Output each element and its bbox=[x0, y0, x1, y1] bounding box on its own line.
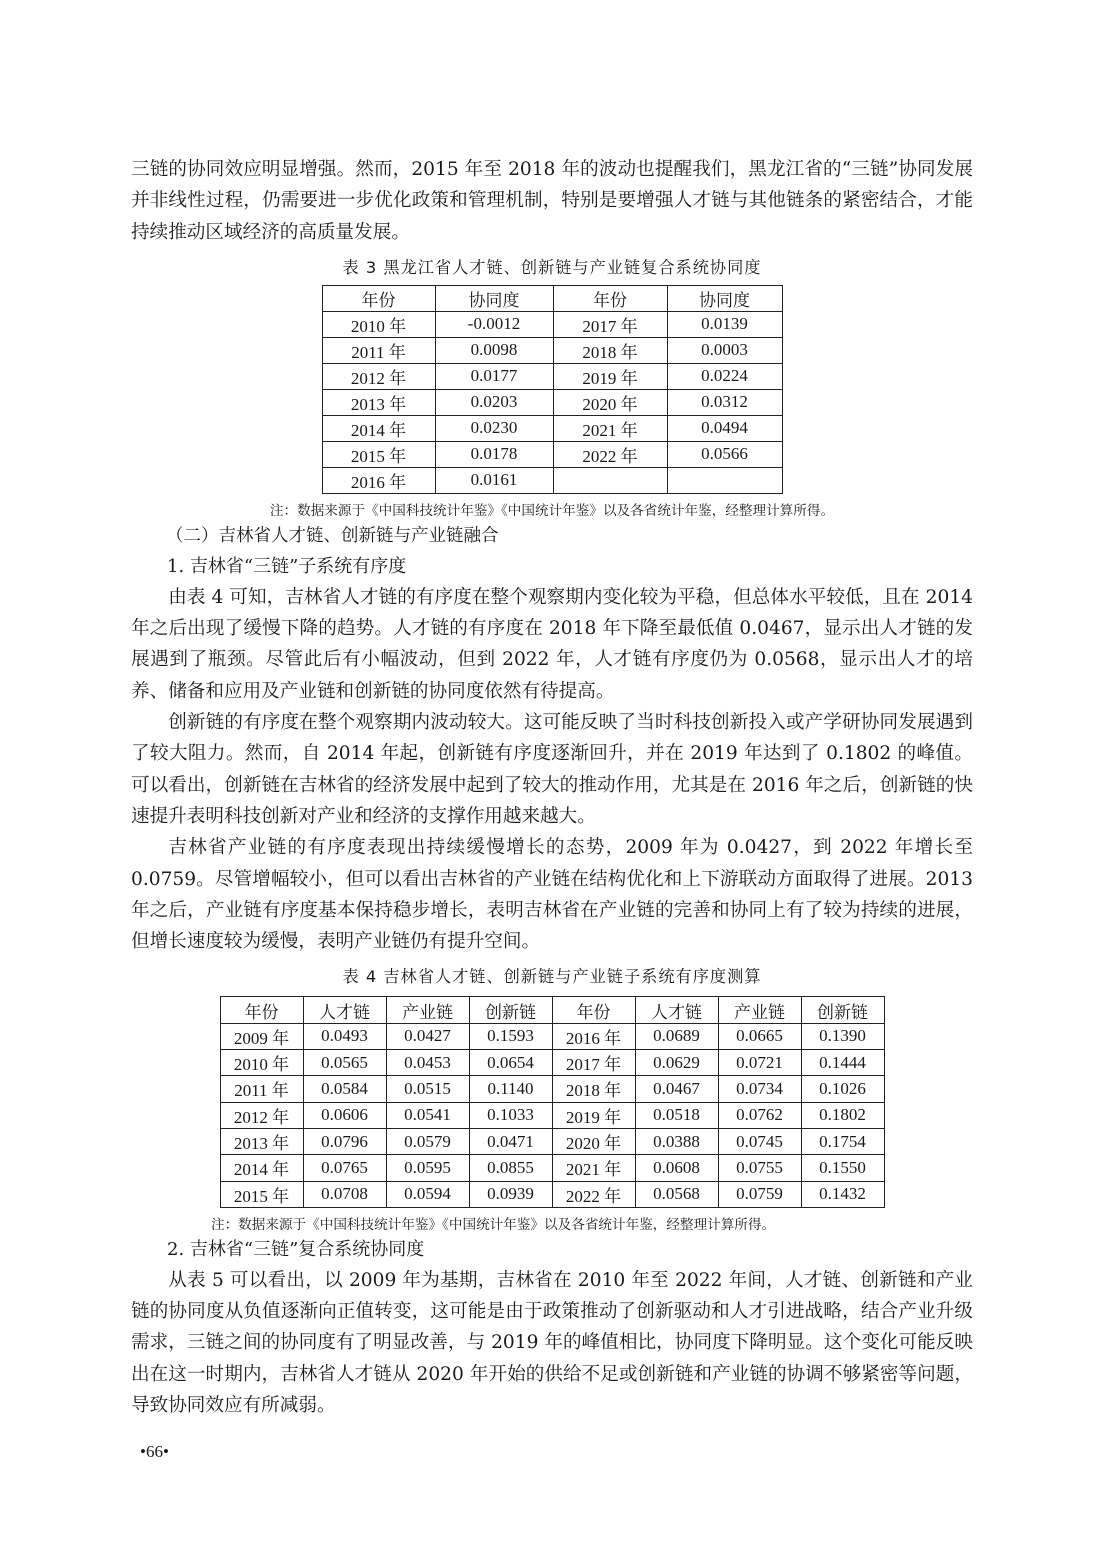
table-cell: 0.0203 bbox=[435, 389, 553, 415]
body-paragraph: 由表 4 可知，吉林省人才链的有序度在整个观察期内变化较为平稳，但总体水平较低，且在 2014 年之后出现了缓慢下降的趋势。人才链的有序度在 2018 年下降至最低值 0.0467，显示出人才链的发展遇到了瓶颈。尽管此后有小幅波动，但到 2022 年，人才链有序度仍为 0.0568，显示出人才的培养、储备和应用及产业链和创新链的协同度依然有待提高。 bbox=[131, 586, 973, 702]
header-cell: 年份 bbox=[552, 997, 635, 1023]
header-cell: 创新链 bbox=[801, 997, 884, 1023]
table-cell: 2017 年 bbox=[553, 311, 667, 337]
table-cell: 0.0595 bbox=[386, 1155, 469, 1181]
table-cell: 0.0759 bbox=[718, 1181, 801, 1207]
table-cell: 2013 年 bbox=[322, 389, 435, 415]
table-cell: 0.1593 bbox=[469, 1023, 552, 1049]
table-cell: 0.0665 bbox=[718, 1023, 801, 1049]
table-cell: 0.1033 bbox=[469, 1102, 552, 1128]
table-cell: 0.1802 bbox=[801, 1102, 884, 1128]
table-cell: 2021 年 bbox=[552, 1155, 635, 1181]
table-cell: 0.0518 bbox=[635, 1102, 718, 1128]
table-row bbox=[322, 441, 782, 467]
table-row bbox=[220, 1050, 884, 1076]
table-row bbox=[322, 337, 782, 363]
page-content bbox=[131, 146, 973, 1421]
table-row bbox=[220, 1102, 884, 1128]
header-cell: 协同度 bbox=[667, 285, 782, 311]
header-cell: 年份 bbox=[553, 285, 667, 311]
table-cell: 0.1140 bbox=[469, 1076, 552, 1102]
table-cell: 0.0003 bbox=[667, 337, 782, 363]
header-cell: 产业链 bbox=[718, 997, 801, 1023]
header-cell: 年份 bbox=[220, 997, 303, 1023]
body-paragraph: 吉林省产业链的有序度表现出持续缓慢增长的态势，2009 年为 0.0427，到 2022 年增长至 0.0759。尽管增幅较小，但可以看出吉林省的产业链在结构优化和上下游联动方面取得了进展。2013 年之后，产业链有序度基本保持稳步增长，表明吉林省在产业链的完善和协同上有了较为持续的进展，但增长速度较为缓慢，表明产业链仍有提升空间。 bbox=[131, 837, 973, 953]
header-cell: 创新链 bbox=[469, 997, 552, 1023]
table-cell: 0.0689 bbox=[635, 1023, 718, 1049]
table-cell: 2021 年 bbox=[553, 415, 667, 441]
subsection1-title: 1. 吉林省“三链”子系统有序度 bbox=[167, 555, 407, 577]
table-cell: 0.0177 bbox=[435, 363, 553, 389]
table-cell: 0.0493 bbox=[303, 1023, 386, 1049]
table-cell: 0.0745 bbox=[718, 1128, 801, 1154]
table3-note: 注：数据来源于《中国科技统计年鉴》《中国统计年鉴》以及各省统计年鉴，经整理计算所得。 bbox=[269, 502, 835, 519]
table4-note: 注：数据来源于《中国科技统计年鉴》《中国统计年鉴》以及各省统计年鉴，经整理计算所得。 bbox=[211, 1216, 776, 1233]
table-cell: 0.0734 bbox=[718, 1076, 801, 1102]
table-cell: 2010 年 bbox=[220, 1050, 303, 1076]
table-cell: 0.0161 bbox=[435, 467, 553, 493]
subsection2-title: 2. 吉林省“三链”复合系统协同度 bbox=[167, 1238, 425, 1260]
table-row bbox=[322, 363, 782, 389]
table-cell: 2017 年 bbox=[552, 1050, 635, 1076]
table-cell: 0.0568 bbox=[635, 1181, 718, 1207]
table-cell: 0.0178 bbox=[435, 441, 553, 467]
table-cell: 0.0939 bbox=[469, 1181, 552, 1207]
table-cell: 0.0608 bbox=[635, 1155, 718, 1181]
table-cell: 2013 年 bbox=[220, 1128, 303, 1154]
table-cell: 0.1026 bbox=[801, 1076, 884, 1102]
table-cell: 0.0467 bbox=[635, 1076, 718, 1102]
table-row bbox=[322, 311, 782, 337]
table-cell: 0.0139 bbox=[667, 311, 782, 337]
table-row bbox=[220, 1128, 884, 1154]
table-row bbox=[322, 415, 782, 441]
table-cell: 2019 年 bbox=[553, 363, 667, 389]
table-cell: 0.0471 bbox=[469, 1128, 552, 1154]
body-paragraph: 从表 5 可以看出，以 2009 年为基期，吉林省在 2010 年至 2022 年间，人才链、创新链和产业链的协同度从负值逐渐向正值转变，这可能是由于政策推动了创新驱动和人才引进战略，结合产业升级需求，三链之间的协同度有了明显改善，与 2019 年的峰值相比，协同度下降明显。这个变化可能反映出在这一时期内，吉林省人才链从 2020 年开始的供给不足或创新链和产业链的协调不够紧密等问题，导致协同效应有所减弱。 bbox=[131, 1269, 973, 1417]
table-cell: 0.0755 bbox=[718, 1155, 801, 1181]
table-cell: 2009 年 bbox=[220, 1023, 303, 1049]
table-cell: 0.0565 bbox=[303, 1050, 386, 1076]
page-number: •66• bbox=[140, 1442, 169, 1461]
table-row bbox=[322, 389, 782, 415]
table-cell: 0.0515 bbox=[386, 1076, 469, 1102]
header-cell: 协同度 bbox=[435, 285, 553, 311]
table-cell: 2014 年 bbox=[220, 1155, 303, 1181]
table-cell: 0.0584 bbox=[303, 1076, 386, 1102]
table-cell: 2022 年 bbox=[552, 1181, 635, 1207]
table-cell: 0.0765 bbox=[303, 1155, 386, 1181]
table-cell: 2010 年 bbox=[322, 311, 435, 337]
table3-caption: 表 3 黑龙江省人才链、创新链与产业链复合系统协同度 bbox=[342, 257, 762, 277]
table-cell: 2015 年 bbox=[220, 1181, 303, 1207]
table-cell: 2014 年 bbox=[322, 415, 435, 441]
table-cell: 2018 年 bbox=[552, 1076, 635, 1102]
table-cell: 2020 年 bbox=[552, 1128, 635, 1154]
table-row bbox=[220, 1181, 884, 1207]
table-cell: 0.0541 bbox=[386, 1102, 469, 1128]
table-cell: 2016 年 bbox=[552, 1023, 635, 1049]
table-cell: 2012 年 bbox=[322, 363, 435, 389]
table-cell: 0.0230 bbox=[435, 415, 553, 441]
table-cell: 0.0579 bbox=[386, 1128, 469, 1154]
table-cell: 0.0855 bbox=[469, 1155, 552, 1181]
table-cell: 0.0654 bbox=[469, 1050, 552, 1076]
header-cell: 人才链 bbox=[635, 997, 718, 1023]
table-cell: 0.0629 bbox=[635, 1050, 718, 1076]
table-cell: 0.0594 bbox=[386, 1181, 469, 1207]
table-cell: 2011 年 bbox=[322, 337, 435, 363]
table-cell bbox=[553, 467, 667, 493]
header-cell: 产业链 bbox=[386, 997, 469, 1023]
table-row bbox=[322, 467, 782, 493]
table-cell: 2019 年 bbox=[552, 1102, 635, 1128]
table3 bbox=[322, 285, 783, 494]
table-cell: 0.0566 bbox=[667, 441, 782, 467]
table-cell: 0.0388 bbox=[635, 1128, 718, 1154]
table-cell: 0.0098 bbox=[435, 337, 553, 363]
table-cell: 0.1444 bbox=[801, 1050, 884, 1076]
header-cell: 年份 bbox=[322, 285, 435, 311]
table-cell: 0.0224 bbox=[667, 363, 782, 389]
table-cell: 2015 年 bbox=[322, 441, 435, 467]
table-cell: 0.0796 bbox=[303, 1128, 386, 1154]
table4-caption: 表 4 吉林省人才链、创新链与产业链子系统有序度测算 bbox=[342, 967, 762, 987]
table-header-row bbox=[322, 285, 782, 311]
table-cell: 2022 年 bbox=[553, 441, 667, 467]
table-cell: 0.0721 bbox=[718, 1050, 801, 1076]
intro-paragraph: 三链的协同效应明显增强。然而，2015 年至 2018 年的波动也提醒我们，黑龙江省的“三链”协同发展并非线性过程，仍需要进一步优化政策和管理机制，特别是要增强人才链与其他链条的紧密结合，才能持续推动区域经济的高质量发展。 bbox=[131, 159, 973, 243]
section2-title: （二）吉林省人才链、创新链与产业链融合 bbox=[166, 525, 499, 546]
table-cell: 0.0427 bbox=[386, 1023, 469, 1049]
table-cell: 2011 年 bbox=[220, 1076, 303, 1102]
table-cell: 2012 年 bbox=[220, 1102, 303, 1128]
table-header-row bbox=[220, 997, 884, 1023]
header-cell: 人才链 bbox=[303, 997, 386, 1023]
table-cell: 0.0494 bbox=[667, 415, 782, 441]
table-cell: -0.0012 bbox=[435, 311, 553, 337]
table-cell: 0.1432 bbox=[801, 1181, 884, 1207]
table-cell: 0.1550 bbox=[801, 1155, 884, 1181]
body-paragraph: 创新链的有序度在整个观察期内波动较大。这可能反映了当时科技创新投入或产学研协同发展遇到了较大阻力。然而，自 2014 年起，创新链有序度逐渐回升，并在 2019 年达到了 0.1802 的峰值。可以看出，创新链在吉林省的经济发展中起到了较大的推动作用，尤其是在 2016 年之后，创新链的快速提升表明科技创新对产业和经济的支撑作用越来越大。 bbox=[131, 712, 973, 827]
table-cell: 0.0708 bbox=[303, 1181, 386, 1207]
table-cell: 0.0606 bbox=[303, 1102, 386, 1128]
table-cell: 2016 年 bbox=[322, 467, 435, 493]
table-cell bbox=[667, 467, 782, 493]
table-row bbox=[220, 1076, 884, 1102]
table-cell: 2018 年 bbox=[553, 337, 667, 363]
table-cell: 0.0762 bbox=[718, 1102, 801, 1128]
table-cell: 0.0453 bbox=[386, 1050, 469, 1076]
table4 bbox=[220, 996, 885, 1207]
table-cell: 0.1754 bbox=[801, 1128, 884, 1154]
table-row bbox=[220, 1155, 884, 1181]
table-cell: 0.1390 bbox=[801, 1023, 884, 1049]
table-cell: 0.0312 bbox=[667, 389, 782, 415]
table-cell: 2020 年 bbox=[553, 389, 667, 415]
table-row bbox=[220, 1023, 884, 1049]
